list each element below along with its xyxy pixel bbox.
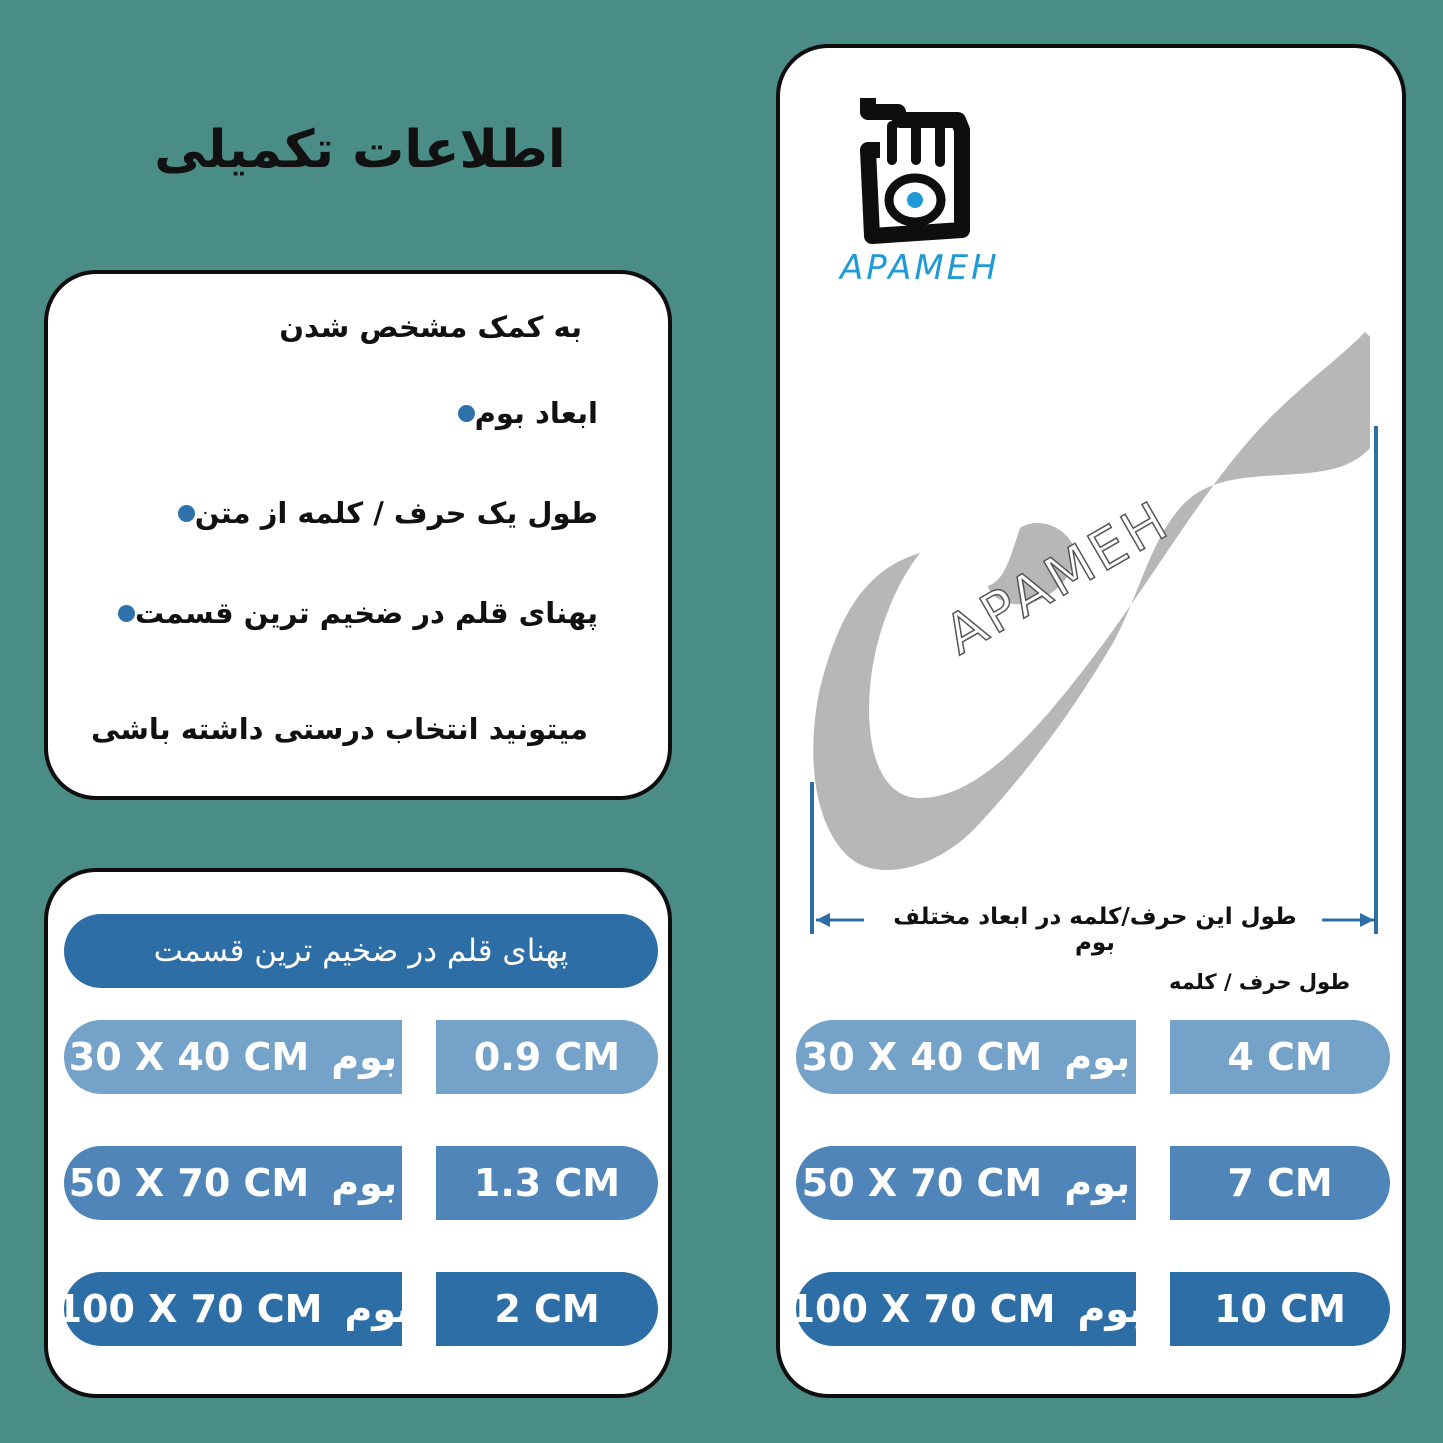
canvas-size: 100 X 70 CM: [788, 1287, 1056, 1331]
apameh-logo-icon: [858, 90, 988, 250]
letter-length-card: [776, 44, 1406, 1398]
pen-width-value: 1.3 CM: [473, 1161, 621, 1205]
canvas-size-pill: [64, 1146, 402, 1220]
arrow-right-icon: [1318, 910, 1378, 930]
length-column-label: طول حرف / کلمه: [1169, 970, 1350, 994]
bullet-text: پهنای قلم در ضخیم ترین قسمت: [134, 596, 598, 630]
measure-right-bar: [1374, 426, 1378, 934]
canvas-label: بوم: [1064, 1161, 1131, 1205]
calligraphy-letter-icon: [810, 328, 1370, 888]
bullet-dot-icon: [178, 505, 195, 522]
canvas-label: بوم: [344, 1287, 411, 1331]
page-title: اطلاعات تکمیلی: [154, 120, 566, 180]
letter-length-pill: [1170, 1146, 1390, 1220]
canvas-size: 30 X 40 CM: [801, 1035, 1043, 1079]
info-bullet: [164, 496, 598, 530]
pen-width-value: 2 CM: [494, 1287, 600, 1331]
info-heading: به کمک مشخص شدن: [279, 310, 582, 344]
canvas-size-pill: [788, 1272, 1144, 1346]
canvas-size: 50 X 70 CM: [801, 1161, 1043, 1205]
canvas-label: بوم: [1077, 1287, 1144, 1331]
pen-width-pill: [436, 1146, 658, 1220]
bullet-dot-icon: [458, 405, 475, 422]
info-footer: میتونید انتخاب درستی داشته باشی: [91, 712, 588, 746]
canvas-size: 100 X 70 CM: [55, 1287, 323, 1331]
canvas-size-pill: [796, 1020, 1136, 1094]
pen-width-pill: [436, 1020, 658, 1094]
canvas-size-pill: [64, 1020, 402, 1094]
pen-table-header: پهنای قلم در ضخیم ترین قسمت: [64, 914, 658, 988]
bullet-text: ابعاد بوم: [474, 396, 598, 430]
info-card: [44, 270, 672, 800]
info-bullet: [104, 596, 598, 630]
letter-length-value: 4 CM: [1227, 1035, 1333, 1079]
canvas-size: 50 X 70 CM: [68, 1161, 310, 1205]
bullet-dot-icon: [118, 605, 135, 622]
arrow-left-icon: [812, 910, 872, 930]
watermark: APAMEH: [934, 488, 1181, 667]
canvas-label: بوم: [331, 1035, 398, 1079]
measure-caption: طول این حرف/کلمه در ابعاد مختلف بوم: [893, 904, 1297, 956]
canvas-size: 30 X 40 CM: [68, 1035, 310, 1079]
pen-width-pill: [436, 1272, 658, 1346]
canvas-size-pill: [55, 1272, 411, 1346]
letter-length-value: 10 CM: [1214, 1287, 1346, 1331]
canvas-size-pill: [796, 1146, 1136, 1220]
canvas-label: بوم: [331, 1161, 398, 1205]
info-bullet: [444, 396, 598, 430]
bullet-text: طول یک حرف / کلمه از متن: [194, 496, 598, 530]
letter-length-value: 7 CM: [1227, 1161, 1333, 1205]
pen-width-value: 0.9 CM: [473, 1035, 621, 1079]
letter-length-pill: [1170, 1272, 1390, 1346]
logo-text: APAMEH: [840, 248, 1000, 288]
pen-width-card: [44, 868, 672, 1398]
canvas-label: بوم: [1064, 1035, 1131, 1079]
letter-length-pill: [1170, 1020, 1390, 1094]
